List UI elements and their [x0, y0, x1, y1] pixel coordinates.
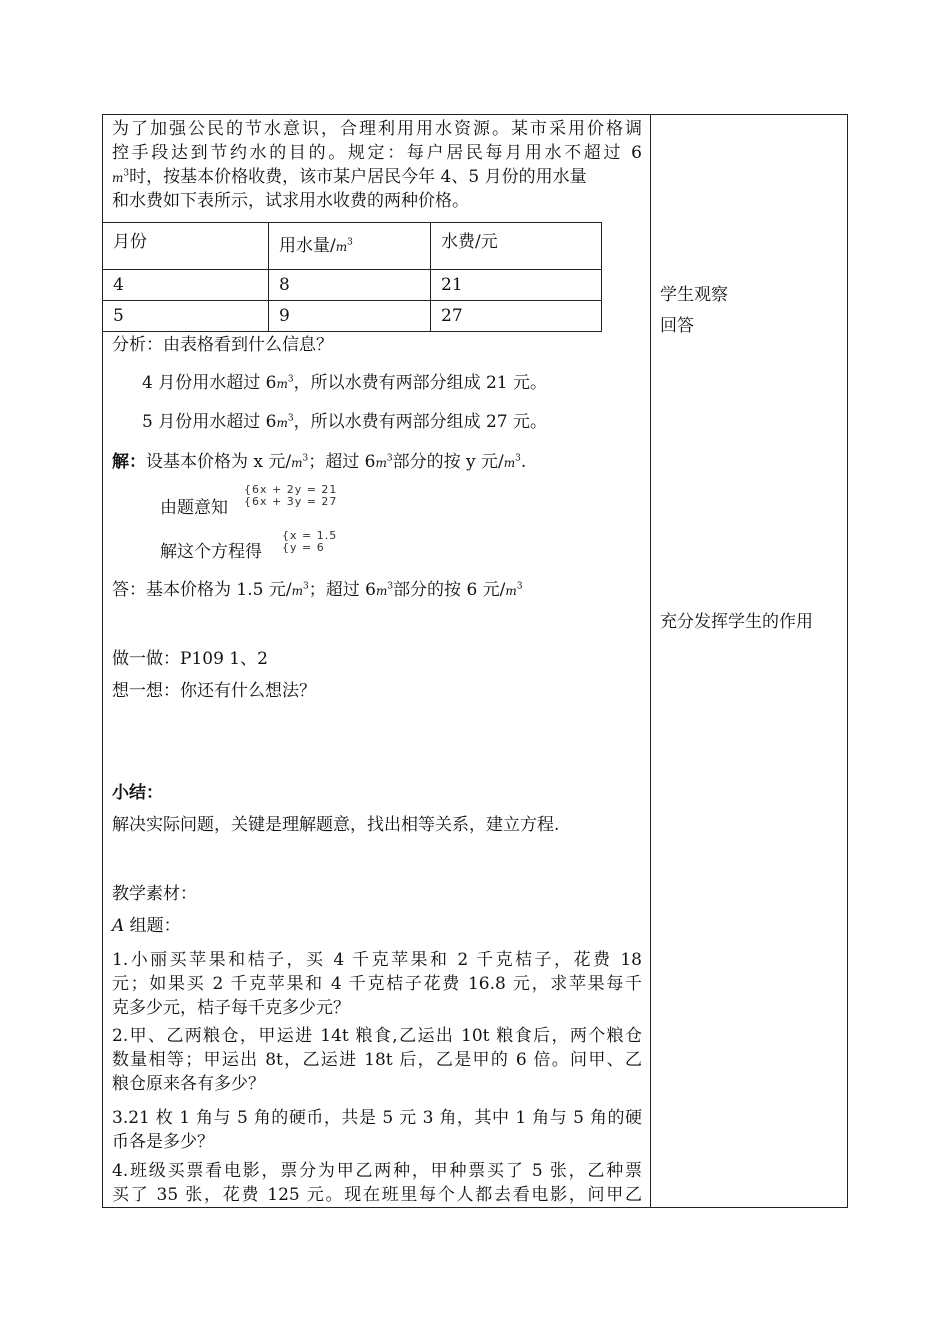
problem-line-3-text: 时，按基本价格收费，该市某户居民今年 4、5 月份的用水量: [129, 167, 587, 187]
system-label: 由题意知: [160, 498, 228, 518]
group-rest: 组题：: [124, 916, 181, 936]
equation-1: {6x + 2y = 21: [244, 483, 338, 496]
materials-title: 教学素材：: [112, 884, 197, 904]
solution-eq-1-text: x = 1.5: [290, 529, 338, 542]
note-reply: 回答: [660, 316, 694, 336]
solution-label: 解：: [112, 452, 146, 472]
analysis-line-1-a: 4 月份用水超过 6: [142, 373, 277, 393]
equation-system: [244, 484, 337, 508]
answer-b: ；超过 6: [308, 580, 376, 600]
question-1-line-2: 元；如果买 2 千克苹果和 4 千克桔子花费 16.8 元，求苹果每千: [112, 974, 642, 994]
table-cell: 5: [103, 301, 269, 332]
unit-m: m: [276, 416, 288, 430]
unit-sup: 3: [302, 581, 309, 592]
answer-line: [112, 579, 523, 602]
solution-a: 设基本价格为 x 元/: [146, 452, 292, 472]
practice-do: 做一做：P109 1、2: [112, 649, 268, 669]
table-cell: 8: [269, 270, 431, 301]
solution-c: 部分的按 y 元/: [392, 452, 504, 472]
solution-system: [282, 530, 337, 554]
analysis-line-2-a: 5 月份用水超过 6: [142, 412, 277, 432]
group-a-title: [112, 915, 181, 937]
problem-line-3: [112, 166, 587, 189]
table-cell: 21: [431, 270, 602, 301]
header-fee: 水费/元: [431, 223, 602, 270]
note-role: 充分发挥学生的作用: [660, 612, 813, 632]
question-3-line-1: 3.21 枚 1 角与 5 角的硬币，共是 5 元 3 角，其中 1 角与 5 角的硬: [112, 1108, 642, 1128]
unit-m: m: [291, 456, 303, 470]
group-letter: A: [112, 916, 125, 936]
problem-line-4: 和水费如下表所示，试求用水收费的两种价格。: [112, 191, 469, 211]
unit-m: m: [375, 584, 388, 598]
solution-b: ；超过 6: [308, 452, 376, 472]
unit-m: m: [503, 456, 516, 470]
equation-2: {6x + 3y = 27: [244, 495, 338, 508]
analysis-line-1: [142, 372, 547, 395]
unit-sup: 3: [302, 453, 309, 464]
unit-m: m: [505, 584, 517, 598]
analysis-line-2-b: ，所以水费有两部分组成 27 元。: [293, 412, 548, 432]
column-divider: [650, 114, 651, 1208]
summary-text: 解决实际问题，关键是理解题意，找出相等关系，建立方程.: [112, 815, 560, 835]
table-cell: 9: [269, 301, 431, 332]
unit-sup: 3: [123, 168, 130, 179]
practice-think: 想一想：你还有什么想法？: [112, 681, 316, 701]
table-row: [103, 270, 602, 301]
solution-d: .: [520, 452, 527, 472]
analysis-line-1-b: ，所以水费有两部分组成 21 元。: [293, 373, 548, 393]
equation-2-text: 6x + 3y = 27: [252, 495, 338, 508]
header-unit-sup: 3: [347, 237, 353, 248]
unit-sup: 3: [287, 374, 294, 385]
equation-1-text: 6x + 2y = 21: [252, 483, 338, 496]
unit-sup: 3: [386, 453, 393, 464]
note-observe: 学生观察: [660, 285, 728, 305]
unit-m: m: [276, 377, 288, 391]
solve-label: 解这个方程得: [160, 542, 262, 562]
solution-eq-2: {y = 6: [282, 541, 325, 554]
answer-c: 部分的按 6 元/: [393, 580, 506, 600]
unit-sup: 3: [287, 413, 294, 424]
unit-m: m: [291, 584, 303, 598]
analysis-title: 分析：由表格看到什么信息？: [112, 335, 333, 355]
header-volume-label: 用水量/: [279, 236, 336, 256]
header-unit-m: m: [335, 240, 348, 254]
unit-m: m: [112, 171, 124, 185]
question-1-line-3: 克多少元，桔子每千克多少元？: [112, 998, 350, 1018]
unit-sup: 3: [387, 581, 394, 592]
summary-title: 小结：: [112, 783, 163, 803]
solution-line: [112, 451, 526, 474]
question-1-line-1: 1.小丽买苹果和桔子，买 4 千克苹果和 2 千克桔子，花费 18: [112, 950, 642, 970]
question-3-line-2: 币各是多少？: [112, 1132, 214, 1152]
header-month: 月份: [103, 223, 269, 270]
unit-sup: 3: [516, 581, 523, 592]
table-header-row: [103, 223, 602, 270]
header-volume: [269, 223, 431, 270]
answer-a: 答：基本价格为 1.5 元/: [112, 580, 292, 600]
question-2-line-1: 2.甲、乙两粮仓，甲运进 14t 粮食,乙运出 10t 粮食后，两个粮仓: [112, 1026, 642, 1046]
question-2-line-3: 粮仓原来各有多少？: [112, 1074, 265, 1094]
problem-line-1: 为了加强公民的节水意识，合理利用用水资源。某市采用价格调: [112, 119, 642, 139]
solution-eq-1: {x = 1.5: [282, 529, 338, 542]
question-4-line-1: 4.班级买票看电影，票分为甲乙两种，甲种票买了 5 张，乙种票: [112, 1161, 642, 1181]
analysis-line-2: [142, 411, 547, 434]
solution-eq-2-text: y = 6: [290, 541, 325, 554]
question-4-line-2: 买了 35 张，花费 125 元。现在班里每个人都去看电影，问甲乙: [112, 1185, 642, 1205]
table-cell: 4: [103, 270, 269, 301]
problem-line-2: 控手段达到节约水的目的。规定：每户居民每月用水不超过 6: [112, 143, 642, 163]
table-cell: 27: [431, 301, 602, 332]
question-2-line-2: 数量相等；甲运出 8t，乙运进 18t 后，乙是甲的 6 倍。问甲、乙: [112, 1050, 642, 1070]
water-usage-table: [102, 222, 602, 332]
unit-sup: 3: [515, 453, 521, 464]
table-row: [103, 301, 602, 332]
unit-m: m: [375, 456, 387, 470]
